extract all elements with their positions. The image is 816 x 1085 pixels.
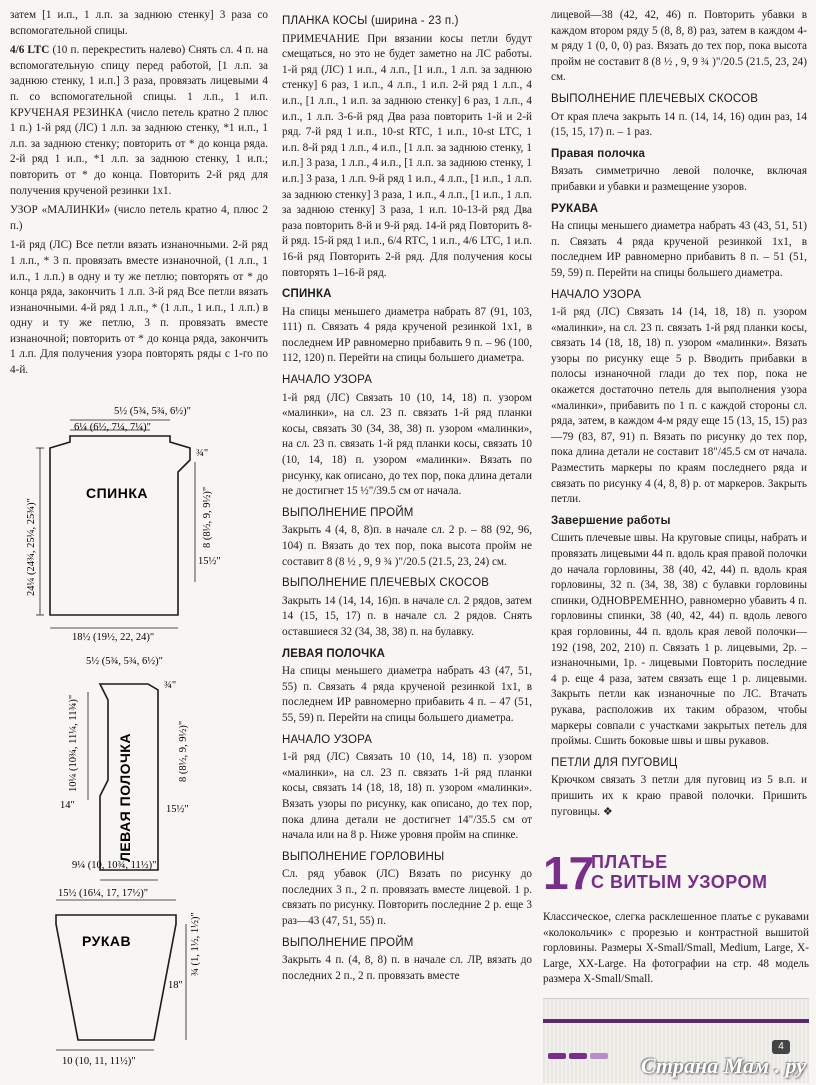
section-heading-right-front: Правая полочка <box>551 147 646 160</box>
paragraph: УЗОР «МАЛИНКИ» (число петель кратно 4, плюс 2 п.) <box>10 204 268 232</box>
paragraph: Сшить плечевые швы. На круговые спицы, набрать и провязать лицевыми 44 п. вдоль края правой полочки до начала горловины, 38 (40, 42, 44) п. вдоль края горловины, 32 п. (34, 38, 38) с булавки горловины спинки, ОДНОВРЕМЕННО, равномерно убавить 4 п. горловины спинки, 38 (40, 42, 44) п. вдоль левого края горловины, 44 п. вдоль края левой полочки—192 (198, 202, 210) п. Связать 1 р. лицевыми, 2р. – изнаночными, 1р. - лицевыми Повторить последние 4 р. еще 4 раза, затем связать еще 1 р. лицевыми. Закрыть петли как изнаночные по ЛС. Втачать рукава, расположив их таким образом, чтобы маркеры совпали с участками закрытых петель для проймы. Сшить боковые швы и швы рукавов. <box>551 532 807 748</box>
section-heading-finishing: Завершение работы <box>551 514 671 527</box>
section-heading-sleeves: РУКАВА <box>551 202 599 215</box>
back-shoulder-dim: ¾" <box>196 448 209 459</box>
paragraph: 1-й ряд (ЛС) Связать 14 (14, 18, 18) п. узором «малинки», на сл. 23 п. связать 1-й ряд планки косы, связать 14 (18, 18, 18) п. узором «малинки». Вязать узоры по рисунку еще 5 р. Вводить прибавки в полосы изнаночной глади до тех пор, пока не окажется достаточно петель для выполнения узора «малинки», прибавить по 1 п. с каждой стороны сл. ряда, затем, в каждом 4-м ряду еще 15 (13, 15, 15) раз—79 (83, 87, 91) п. Вязать по рисунку до тех пор, пока длина детали не составит 18"/45.5 см от начала. Разместить маркеры по краям последнего ряда и связать по рисунку 4 (4, 8, 8) р. от маркеров. Закрыть петли. <box>551 306 807 506</box>
section-heading-shoulder: ВЫПОЛНЕНИЕ ПЛЕЧЕВЫХ СКОСОВ <box>282 577 490 590</box>
paragraph: 1-й ряд (ЛС) Связать 10 (10, 14, 18) п. узором «малинки», на сл. 23 п. связать 1-й ряд планки косы, связать 14 (18, 18, 18) п. узором «малинки». Вязать узоры по рисунку, как описано, до тех пор, пока длина детали не достигнет 14"/35.5 см от начала или на 8 р. Ниже уровня пройм на спинке. <box>282 751 532 842</box>
paragraph <box>10 43 268 199</box>
paragraph: затем [1 и.п., 1 л.п. за заднюю стенку] 3 раза со вспомогательной спицы. <box>10 9 268 37</box>
paragraph: Вязать симметрично левой полочке, включая прибавки и убавки и размещение узоров. <box>551 165 807 193</box>
column-middle <box>282 8 532 988</box>
column-right <box>551 8 807 824</box>
section-heading-left-front: ЛЕВАЯ ПОЛОЧКА <box>282 647 386 660</box>
section-heading-armhole: ВЫПОЛНЕНИЕ ПРОЙМ <box>282 506 414 519</box>
left-front-title: ЛЕВАЯ ПОЛОЧКА <box>117 733 133 862</box>
swatch-stripe <box>543 1019 809 1023</box>
section-heading-armhole-2: ВЫПОЛНЕНИЕ ПРОЙМ <box>282 936 414 949</box>
sleeve-title: РУКАВ <box>82 933 132 949</box>
paragraph: На спицы меньшего диаметра набрать 87 (91, 103, 111) п. Связать 4 ряда крученой резинкой 1х1, в последнем ИР равномерно прибавить 9 п. – 96 (100, 112, 120) п. Перейти на спицы большего диаметра. <box>282 305 532 365</box>
back-side-dim: 15½" <box>198 556 221 567</box>
paragraph: Закрыть 14 (14, 14, 16)п. в начале сл. 2 рядов, затем 14 (15, 15, 17) п. в начале сл. 2 рядов. Снять оставшиеся 32 (34, 38, 38) п. на булавку. <box>282 594 532 638</box>
paragraph: 1-й ряд (ЛС) Все петли вязать изнаночными. 2-й ряд 1 л.п., * 3 п. провязать вместе изнаночной, (1 л.п., 1 и.п., 1 л.п.) в одну и ту же петлю; повторять от * до конца ряда, закончить 1 л.п. 3-й ряд Все петли вязать изнаночными. 4-й ряд 1 л.п., * (1 л.п., 1 и.п., 1 л.п.) в одну и ту же петлю, 3 п. провязать вместе изнаночной; повторить от * до конца ряда, закончить 1 л.п. Для получения узора повторять ряды с 1-го по 4-й. <box>10 239 268 377</box>
paragraph: Закрыть 4 (4, 8, 8)п. в начале сл. 2 р. – 88 (92, 96, 104) п. Вязать до тех пор, пока высота пройм не составит 8 (8 ½ , 9, 9 ¾ )"/20.5 (21.5, 23, 24) см. <box>282 524 532 568</box>
paragraph: Закрыть 4 п. (4, 8, 8) п. в начале сл. ЛР, вязать до последних 2 п., 2 п. провязать вместе <box>282 954 532 982</box>
pattern-title-line: ПЛАТЬЕ <box>591 852 668 872</box>
term-4-6-ltc: 4/6 LTC <box>10 44 50 57</box>
sleeve-cap-dim: ¾ (1, 1½, 1½)" <box>190 912 201 976</box>
sleeve-bottom-dim: 10 (10, 11, 11½)" <box>62 1056 136 1067</box>
pattern-title-line: С ВИТЫМ УЗОРОМ <box>591 872 768 892</box>
page-bars-decoration <box>548 1046 611 1064</box>
back-neck-dim: 6¼ (6½, 7¼, 7¼)" <box>74 422 151 433</box>
pattern-description: Классическое, слегка расклешенное платье с рукавами «колокольчик» с прорезью и контрастной вышитой горловины. Размеры X-Small/Small, Medium, Large, X-Large, XX-Large. На фотографии на стр. 48 модель размера X-Small/Small. <box>543 911 809 986</box>
paragraph: На спицы меньшего диаметра набрать 43 (47, 51, 55) п. Связать 4 ряда крученой резинкой 1х1, в последнем ИР равномерно прибавить 4 п. – 47 (51, 55, 59) п. Перейти на спицы большего диаметра. <box>282 665 532 724</box>
left-front-top-dim: 5½ (5¾, 5¾, 6½)" <box>86 656 163 667</box>
back-outline <box>50 436 190 615</box>
paragraph: На спицы меньшего диаметра набрать 43 (43, 51, 51) п. Связать 4 ряда крученой резинкой 1х1, в последнем ИР равномерно прибавить 8 п. – 51 (51, 59, 59) п. Перейти на спицы большего диаметра. <box>551 220 807 279</box>
section-heading-shoulder: ВЫПОЛНЕНИЕ ПЛЕЧЕВЫХ СКОСОВ <box>551 92 759 105</box>
pattern-number: 17 <box>543 847 595 899</box>
pattern-title <box>591 852 811 892</box>
back-bottom-dim: 18½ (19½, 22, 24)" <box>72 632 155 643</box>
paragraph: ПРИМЕЧАНИЕ При вязании косы петли будут смещаться, но это не будет заметно на ЛС работы. 1-й ряд (ЛС) 1 и.п., 4 л.п., [1 и.п., 1 л.п. за заднюю стенку] 6 раз, 1 и.п., 4 л.п., 1 и.п. 2-й ряд 1 л.п., 4 и.п., [1 л.п., 1 и.п. за заднюю стенку] 6 раз, 1 л.п., 4 и.п., 1 л.п. 3-6-й ряд Два раза повторить 1-й и 2-й ряд. 7-й ряд 1 и.п., 10-st RTC, 1 и.п., 10-st LTC, 1 и.п. 8-й ряд 1 л.п., 4 и.п., [1 л.п. за заднюю стенку, 1 и.п.] 3 раза, 1 л.п., 4 и.п., [1 л.п. за заднюю стенку, 1 и.п.] 3 раза, 1 л.п. 9-й ряд 1 и.п., 4 л.п., [1 и.п., 1 л.п. за заднюю стенку] 3 раза, 1 и.п., 4 л.п., [1 и.п., 1 л.п. за заднюю стенку] 3 раза, 1 и.п. 10-13-й ряд Два раза повторить 8-й и 9-й ряд. 14-й ряд Повторить 8-й ряд. 15-й ряд 1 и.п., 6/4 RTC, 1 и.п., 4/6 LTC, 1 и.п. 16-й ряд Повторить 2-й ряд. Для получения косы повторять 1–16-й ряд. <box>282 32 532 279</box>
section-heading-braid: ПЛАНКА КОСЫ (ширина - 23 п.) <box>282 15 459 27</box>
section-heading-start: НАЧАЛО УЗОРА <box>282 374 373 387</box>
section-heading-neck: ВЫПОЛНЕНИЕ ГОРЛОВИНЫ <box>282 850 445 863</box>
back-armhole-dim: 8 (8½, 9, 9½)" <box>202 486 213 548</box>
back-length-dim: 24¼ (24¾, 25¼, 25¾)" <box>26 498 37 596</box>
paragraph-text: (10 п. перекрестить налево) Снять сл. 4 п. на вспомогательную спицу перед работой, [1 л.п. за заднюю стенку, 1 и.п.] 3 раза, провязать лицевыми 4 п. со вспомогательной спицы. 1 л.п., 1 и.п. КРУЧЕНАЯ РЕЗИНКА (число петель кратно 2 плюс 1 п.) 1-й ряд (ЛС) 1 л.п. за заднюю стенку, *1 и.п., 1 л.п. за заднюю стенку; повторить от * до конца ряда. 2-й ряд 1 и.п., *1 л.п. за заднюю стенку, 1 и.п.; повторить от * до конца. Повторить 2-й ряд для получения крученой резинки 1х1. <box>10 44 268 197</box>
paragraph: От края плеча закрыть 14 п. (14, 14, 16) один раз, 14 (15, 15, 17) п. – 1 раз. <box>551 110 807 139</box>
paragraph: лицевой—38 (42, 42, 46) п. Повторить убавки в каждом втором ряду 5 (8, 8, 8) раз, затем в каждом 4-м ряду 1 (0, 0, 0) раз. Вязать до тех пор, пока высота пройм не составит 8 (8 ½ , 9, 9 ¾ )"/20.5 (21.5, 23, 24) см. <box>551 9 807 84</box>
sleeve-length-dim: 18" <box>168 980 183 991</box>
paragraph: Сл. ряд убавок (ЛС) Вязать по рисунку до последних 3 п., 2 п. провязать вместе лицевой. 1 р. связать по рисунку. Повторить последние 2 р. еще 3 раз—43 (47, 51, 55) п. <box>282 868 532 928</box>
left-front-neck-dim: 10¼ (10¾, 11¼, 11¾)" <box>68 694 79 792</box>
left-front-armhole-dim: 8 (8½, 9, 9½)" <box>178 720 189 782</box>
left-front-bottom-dim: 9¼ (10, 10¾, 11½)" <box>72 860 157 871</box>
section-heading-start: НАЧАЛО УЗОРА <box>551 288 642 301</box>
page-number: 4 <box>772 1040 790 1054</box>
back-top-dim: 5½ (5¾, 5¾, 6½)" <box>114 406 191 417</box>
column-left <box>10 8 268 383</box>
left-front-side-dim: 15½" <box>166 804 189 815</box>
back-title: СПИНКА <box>86 485 149 501</box>
section-heading-back: СПИНКА <box>282 288 332 301</box>
paragraph: 1-й ряд (ЛС) Связать 10 (10, 14, 18) п. узором «малинки», на сл. 23 п. связать 1-й ряд планки косы, связать 30 (34, 38, 38) п. узором «малинки», на сл. 23 п. связать 1-й ряд планки косы, связать 10 (10, 14, 18) п. узором «малинки». Вязать по рисунку, как описано, до тех пор, пока длина детали не достигнет 15 ½"/39.5 см от начала. <box>282 391 532 498</box>
section-heading-start-2: НАЧАЛО УЗОРА <box>282 733 373 746</box>
schematic-diagrams <box>0 400 275 1085</box>
site-watermark: Страна Мам . ру <box>640 1053 806 1078</box>
sleeve-top-dim: 15½ (16¼, 17, 17½)" <box>58 888 149 899</box>
paragraph: Крючком связать 3 петли для пуговиц из 5 в.п. и пришить их к краю правой полочки. Пришить пуговицы. ❖ <box>551 774 807 818</box>
section-heading-buttons: ПЕТЛИ ДЛЯ ПУГОВИЦ <box>551 756 678 769</box>
left-front-14-dim: 14" <box>60 800 75 811</box>
left-front-shoulder-dim: ¾" <box>164 680 177 691</box>
